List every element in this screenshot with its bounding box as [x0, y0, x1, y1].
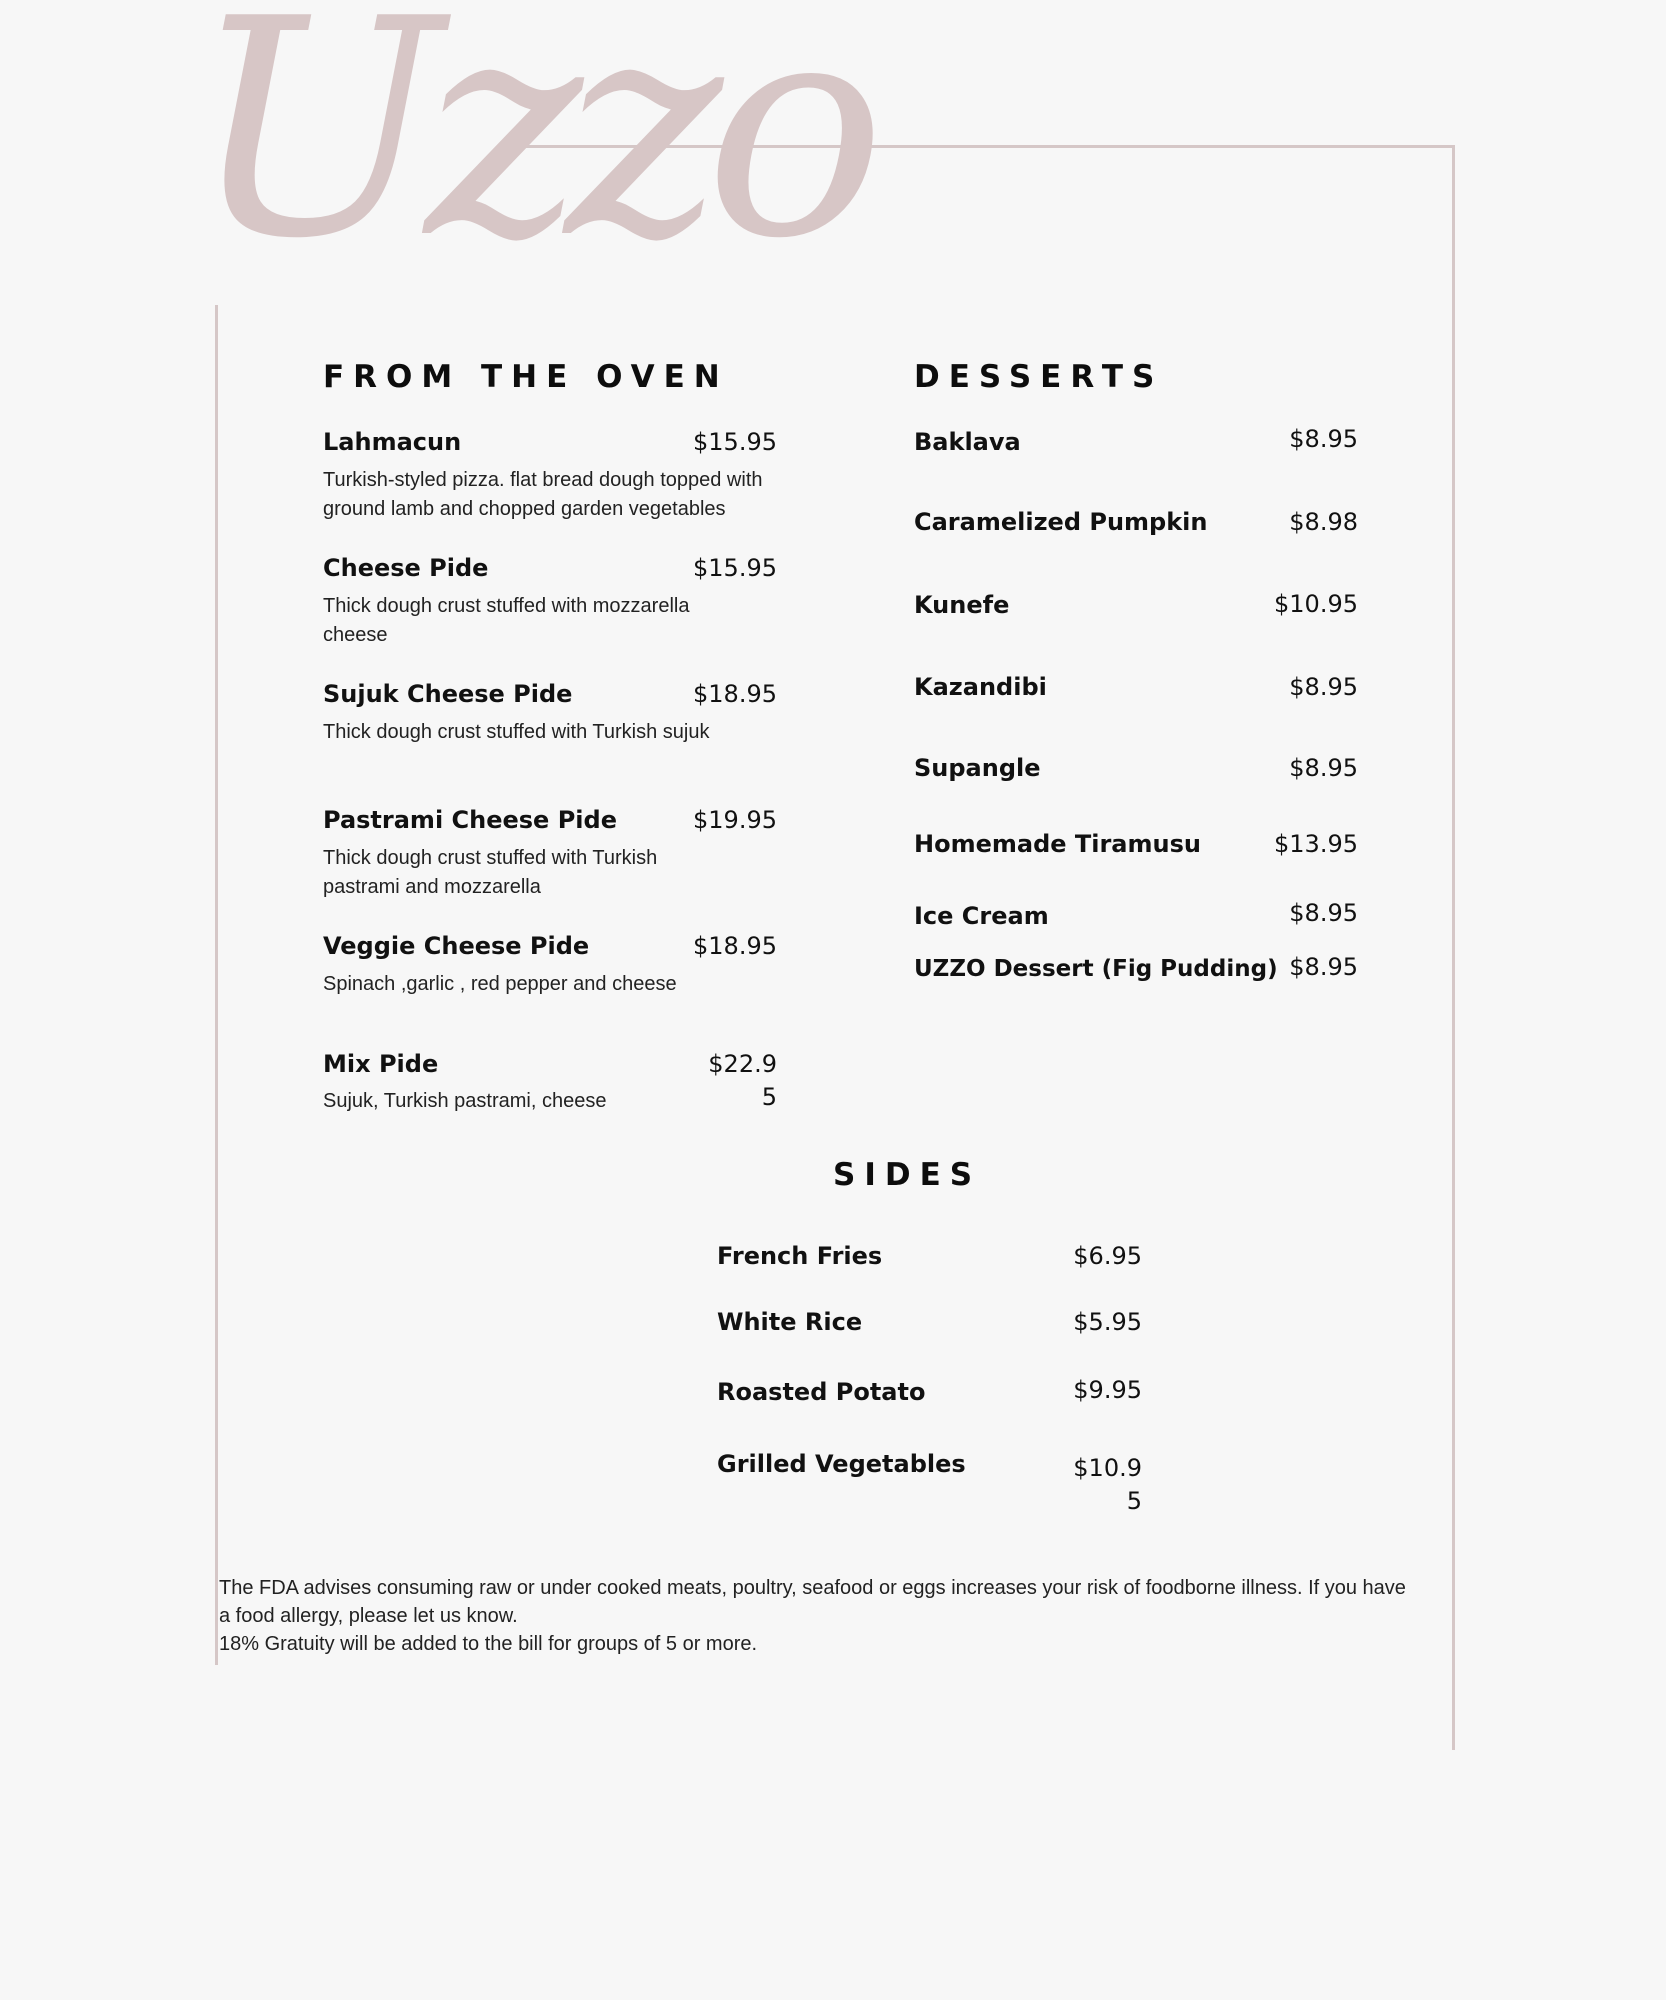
item-name: White Rice: [717, 1308, 863, 1336]
restaurant-logo: Uzzo: [190, 0, 868, 304]
item-price-wrap: 5: [1126, 1487, 1142, 1515]
item-price: $15.95: [693, 428, 777, 456]
item-price: $10.9: [1073, 1454, 1142, 1482]
item-price: $8.95: [1289, 754, 1358, 782]
item-name: Mix Pide: [323, 1050, 439, 1078]
fda-advisory: The FDA advises consuming raw or under cooked meats, poultry, seafood or eggs increases your risk of foodborne illness. If you have a food allergy, please let us know.: [219, 1577, 1406, 1627]
item-description: Spinach ,garlic , red pepper and cheese: [323, 973, 677, 995]
item-name: Grilled Vegetables: [717, 1450, 966, 1478]
item-name: Veggie Cheese Pide: [323, 932, 590, 960]
frame-line-right: [1452, 145, 1455, 1750]
section-title-desserts: DESSERTS: [914, 359, 1164, 395]
item-name: Supangle: [914, 754, 1041, 782]
item-price: $19.95: [693, 806, 777, 834]
item-price: $22.9: [708, 1050, 777, 1078]
item-name: Ice Cream: [914, 902, 1049, 930]
item-name: Caramelized Pumpkin: [914, 508, 1208, 536]
item-price: $6.95: [1073, 1242, 1142, 1270]
item-price: $13.95: [1274, 830, 1358, 858]
item-name: Cheese Pide: [323, 554, 489, 582]
disclaimer: [219, 1574, 1419, 1658]
frame-line-left: [215, 305, 218, 1665]
section-title-from-the-oven: FROM THE OVEN: [323, 359, 729, 395]
item-price: $18.95: [693, 932, 777, 960]
item-price: $5.95: [1073, 1308, 1142, 1336]
gratuity-note: 18% Gratuity will be added to the bill for groups of 5 or more.: [219, 1633, 758, 1655]
item-description: Thick dough crust stuffed with Turkish sujuk: [323, 721, 710, 743]
item-price: $18.95: [693, 680, 777, 708]
item-description: Sujuk, Turkish pastrami, cheese: [323, 1090, 607, 1112]
item-description: Thick dough crust stuffed with Turkish pastrami and mozzarella: [323, 847, 658, 898]
item-price: $8.95: [1289, 673, 1358, 701]
item-name: UZZO Dessert (Fig Pudding): [914, 956, 1278, 982]
item-name: Pastrami Cheese Pide: [323, 806, 617, 834]
item-description: Thick dough crust stuffed with mozzarella cheese: [323, 595, 690, 646]
item-description: Turkish-styled pizza. flat bread dough topped with ground lamb and chopped garden vegetables: [323, 469, 763, 520]
item-price: $8.95: [1289, 425, 1358, 453]
item-price: $8.95: [1289, 899, 1358, 927]
section-title-sides: SIDES: [833, 1157, 982, 1193]
item-name: Homemade Tiramusu: [914, 830, 1201, 858]
item-price: $9.95: [1073, 1376, 1142, 1404]
item-price: $8.95: [1289, 953, 1358, 981]
item-name: Sujuk Cheese Pide: [323, 680, 573, 708]
item-name: Lahmacun: [323, 428, 462, 456]
item-name: Roasted Potato: [717, 1378, 926, 1406]
item-price-wrap: 5: [761, 1083, 777, 1111]
item-name: Baklava: [914, 428, 1021, 456]
item-name: Kazandibi: [914, 673, 1047, 701]
item-price: $15.95: [693, 554, 777, 582]
item-name: Kunefe: [914, 591, 1010, 619]
item-name: French Fries: [717, 1242, 883, 1270]
item-price: $10.95: [1274, 590, 1358, 618]
item-price: $8.98: [1289, 508, 1358, 536]
